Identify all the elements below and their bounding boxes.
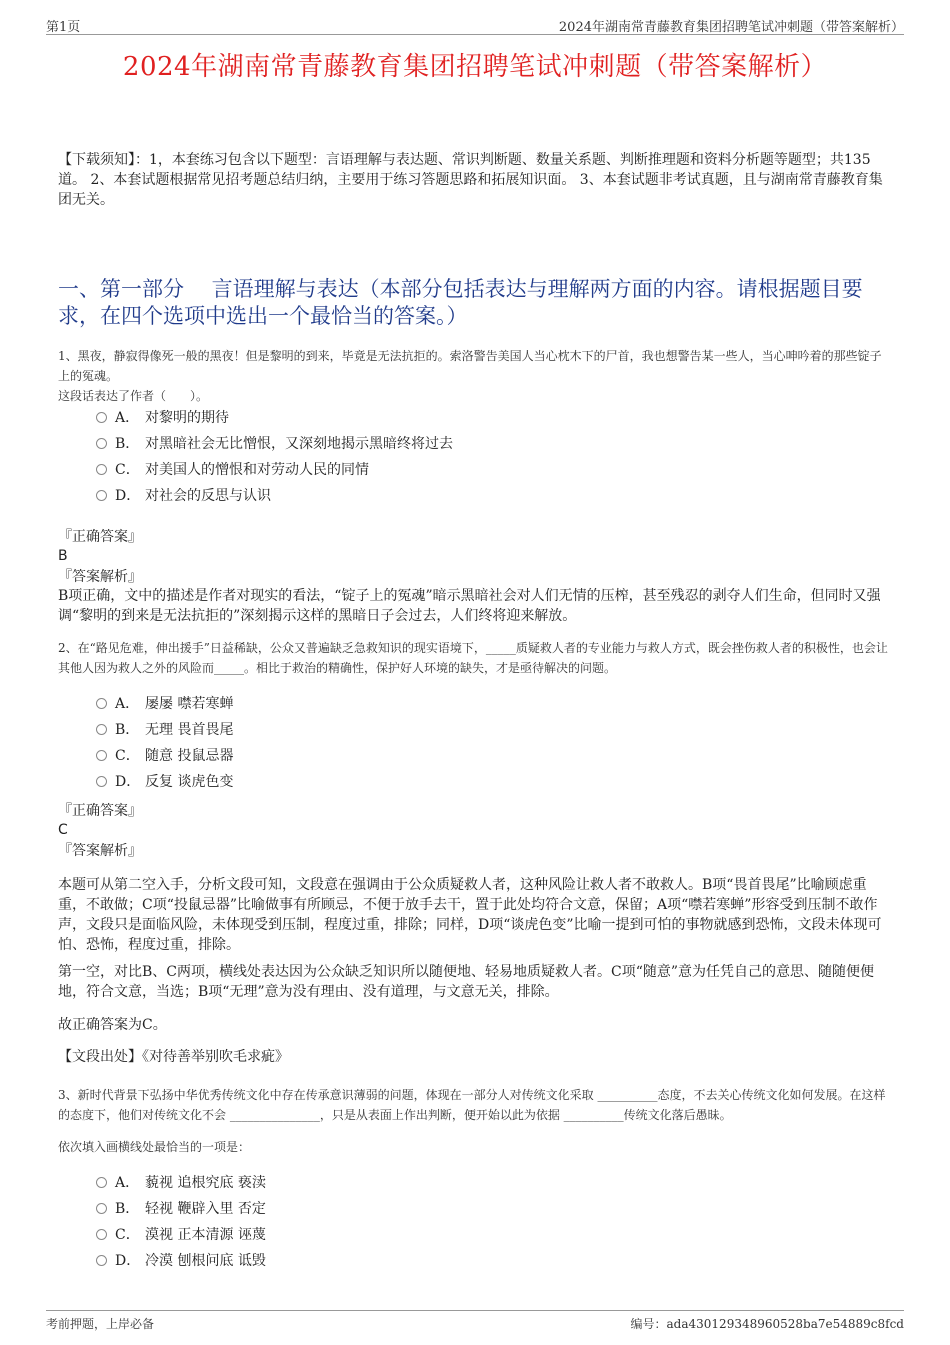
q1-answer: B bbox=[58, 548, 68, 564]
q2-stem: 2、在“路见危难，伸出援手”日益稀缺，公众又普遍缺乏急救知识的现实语境下，_____质疑救人者的专业能力与救人方式，既会挫伤救人者的积极性，也会让其他人因为救人之外的风险而_____。相比于救治的精确性，保护好人环境的缺失，才是亟待解决的问题。 bbox=[58, 641, 888, 675]
q2-conclusion: 故正确答案为C。 bbox=[58, 1017, 167, 1033]
radio-icon[interactable] bbox=[96, 750, 107, 761]
q3-option-d[interactable]: D． 冷漠 刨根问底 诋毁 bbox=[96, 1250, 266, 1272]
radio-icon[interactable] bbox=[96, 1255, 107, 1266]
q1-analysis: B项正确，文中的描述是作者对现实的看法，“锭子上的冤魂”暗示黑暗社会对人们无情的压榨，甚至残忍的剥夺人们生命，但同时又强调“黎明的到来是无法抗拒的”深刻揭示这样的黑暗日子会过去，人们终将迎来解放。 bbox=[58, 588, 881, 624]
q2-analysis-label: 『答案解析』 bbox=[58, 843, 142, 859]
footer-serial: 编号：ada430129348960528ba7e54889c8fcd bbox=[630, 1317, 904, 1331]
radio-icon[interactable] bbox=[96, 724, 107, 735]
radio-icon[interactable] bbox=[96, 1229, 107, 1240]
q1-option-b[interactable]: B． 对黑暗社会无比憎恨，又深刻地揭示黑暗终将过去 bbox=[96, 433, 453, 455]
page-footer bbox=[46, 1310, 904, 1333]
q2-option-d[interactable]: D． 反复 谈虎色变 bbox=[96, 771, 233, 793]
q3-option-a[interactable]: A． 藐视 追根究底 亵渎 bbox=[96, 1172, 266, 1194]
q2-answer: C bbox=[58, 822, 68, 838]
radio-icon[interactable] bbox=[96, 1177, 107, 1188]
radio-icon[interactable] bbox=[96, 698, 107, 709]
radio-icon[interactable] bbox=[96, 776, 107, 787]
q1-analysis-label: 『答案解析』 bbox=[58, 569, 142, 585]
footer-slogan: 考前押题，上岸必备 bbox=[46, 1317, 155, 1331]
q1-stem: 1、黑夜，静寂得像死一般的黑夜！但是黎明的到来，毕竟是无法抗拒的。索洛警告美国人当心枕木下的尸首，我也想警告某一些人，当心呻吟着的那些锭子上的冤魂。 bbox=[58, 349, 882, 383]
q1-option-a[interactable]: A． 对黎明的期待 bbox=[96, 407, 229, 429]
q2-analysis-2: 第一空，对比B、C两项，横线处表达因为公众缺乏知识所以随便地、轻易地质疑救人者。C项“随意”意为任凭自己的意思、随随便便地，符合文意，当选；B项“无理”意为没有理由、没有道理，与文意无关，排除。 bbox=[58, 964, 875, 1000]
document-title: 2024年湖南常青藤教育集团招聘笔试冲刺题（带答案解析） bbox=[122, 52, 828, 82]
q1-option-d[interactable]: D． 对社会的反思与认识 bbox=[96, 485, 271, 507]
radio-icon[interactable] bbox=[96, 412, 107, 423]
q2-option-a[interactable]: A． 屡屡 噤若寒蝉 bbox=[96, 693, 233, 715]
q2-option-c[interactable]: C． 随意 投鼠忌器 bbox=[96, 745, 233, 767]
download-notice: 【下载须知】：1，本套练习包含以下题型：言语理解与表达题、常识判断题、数量关系题、判断推理题和资料分析题等题型；共135道。 2、本套试题根据常见招考题总结归纳，主要用于练习答题思路和拓展知识面。 3、本套试题非考试真题，且与湖南常青藤教育集团无关。 bbox=[58, 152, 883, 208]
q1-correct-label: 『正确答案』 bbox=[58, 529, 142, 545]
header-doc-title: 2024年湖南常青藤教育集团招聘笔试冲刺题（带答案解析） bbox=[558, 20, 904, 35]
q2-correct-label: 『正确答案』 bbox=[58, 803, 142, 819]
q1-option-c[interactable]: C． 对美国人的憎恨和对劳动人民的同情 bbox=[96, 459, 369, 481]
page-number: 第1页 bbox=[46, 20, 81, 35]
q1-ask: 这段话表达了作者（ ）。 bbox=[58, 389, 209, 403]
section-heading: 一、第一部分 言语理解与表达（本部分包括表达与理解两方面的内容。请根据题目要求，在四个选项中选出一个最恰当的答案。） bbox=[58, 277, 863, 328]
q2-option-b[interactable]: B． 无理 畏首畏尾 bbox=[96, 719, 233, 741]
q2-analysis-1: 本题可从第二空入手，分析文段可知，文段意在强调由于公众质疑救人者，这种风险让救人者不敢救人。B项“畏首畏尾”比喻顾虑重重，不敢做；C项“投鼠忌器”比喻做事有所顾忌，不便于放手去干，置于此处均符合文意，保留；A项“噤若寒蝉”形容受到压制不敢作声，文段只是面临风险，未体现受到压制，程度过重，排除；同样，D项“谈虎色变”比喻一提到可怕的事物就感到恐怖，文段未体现可怕、恐怖，程度过重，排除。 bbox=[58, 877, 882, 953]
radio-icon[interactable] bbox=[96, 464, 107, 475]
q3-option-c[interactable]: C． 漠视 正本清源 诬蔑 bbox=[96, 1224, 266, 1246]
q3-stem: 3、新时代背景下弘扬中华优秀传统文化中存在传承意识薄弱的问题，体现在一部分人对传统文化采取 __________态度，不去关心传统文化如何发展。在这样的态度下，他们对传统文化不会 _______________，只是从表面上作出判断，便开始以此为依据 __________传统文化落后愚昧。 bbox=[58, 1088, 886, 1122]
q3-ask: 依次填入画横线处最恰当的一项是： bbox=[58, 1140, 251, 1154]
q2-source: 【文段出处】《对待善举别吹毛求疵》 bbox=[58, 1049, 289, 1065]
q3-option-b[interactable]: B． 轻视 鞭辟入里 否定 bbox=[96, 1198, 266, 1220]
radio-icon[interactable] bbox=[96, 438, 107, 449]
radio-icon[interactable] bbox=[96, 1203, 107, 1214]
radio-icon[interactable] bbox=[96, 490, 107, 501]
page-header bbox=[46, 14, 904, 35]
